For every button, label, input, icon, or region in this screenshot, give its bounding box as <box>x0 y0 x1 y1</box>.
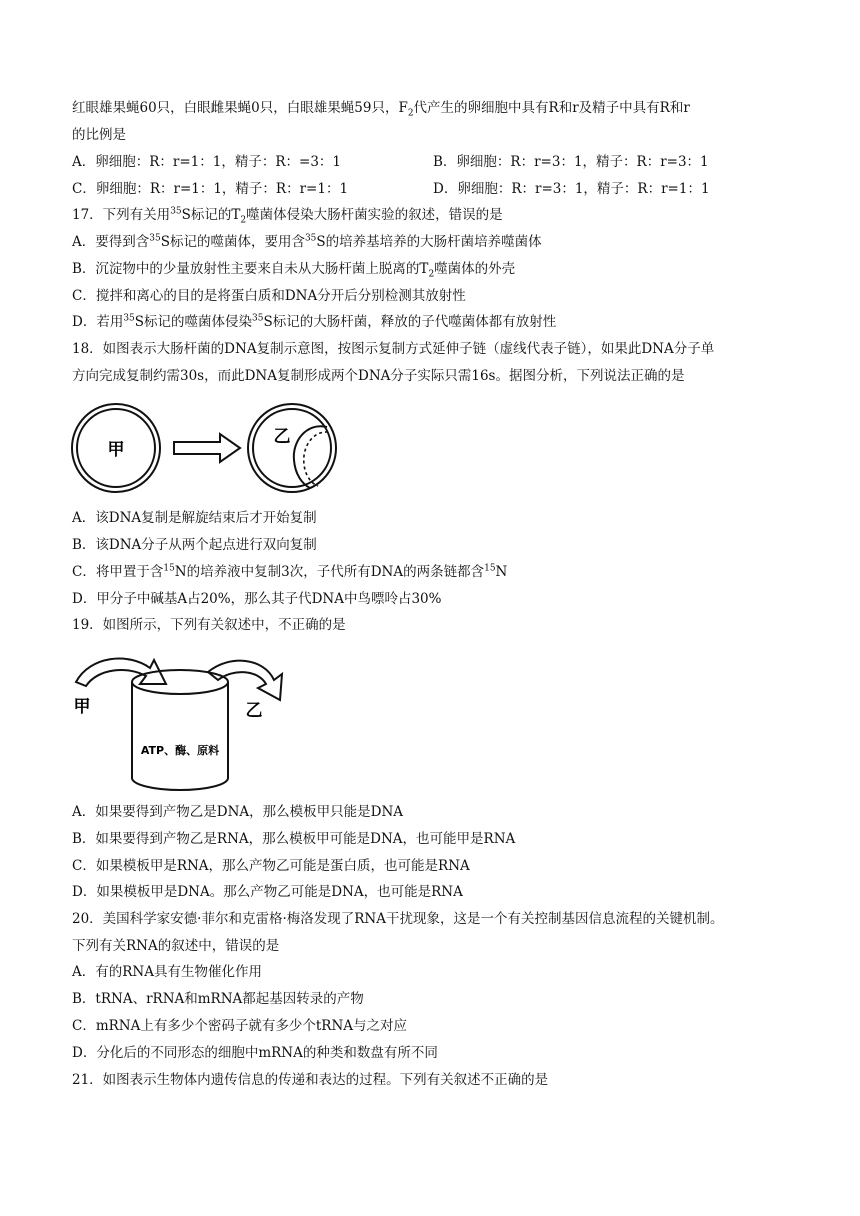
q17-option-a: A．要得到含$^{35}$S标记的噬菌体，要用含$^{35}$S的培养基培养的大肠杆菌培养噬菌体 <box>72 233 542 250</box>
q18-stem-line1: 18．如图表示大肠杆菌的DNA复制示意图，按图示复制方式延伸子链（虚线代表子链），如果此DNA分子单 <box>72 341 715 357</box>
q18-option-c: C．将甲置于含$^{15}$N的培养液中复制3次，子代所有DNA的两条链都含$^{15}$N <box>72 563 508 580</box>
q19-fig-label-left: 甲 <box>73 697 91 717</box>
q16-option-a: A．卵细胞：R：r=1：1，精子：R：=3：1 <box>72 154 342 170</box>
q19-fig-label-inside: ATP、酶、原料 <box>140 744 220 757</box>
q19-option-d: D．如果模板甲是DNA。那么产物乙可能是DNA，也可能是RNA <box>72 884 463 900</box>
q17-option-d: D．若用$^{35}$S标记的噬菌体侵染$^{35}$S标记的大肠杆菌，释放的子代噬菌体都有放射性 <box>72 313 557 330</box>
q20-option-c: C．mRNA上有多少个密码子就有多少个tRNA与之对应 <box>72 1018 408 1034</box>
q18-fig-label-left: 甲 <box>107 440 125 460</box>
q16-continuation-line2: 的比例是 <box>72 127 126 143</box>
cylinder-top <box>132 670 228 694</box>
q20-option-d: D．分化后的不同形态的细胞中mRNA的种类和数盘有所不同 <box>72 1045 438 1061</box>
q19-process-figure <box>68 646 288 796</box>
q17-stem: 17．下列有关用$^{35}$S标记的$T_2$噬菌体侵染大肠杆菌实验的叙述，错误的是 <box>72 206 503 226</box>
cylinder-bottom <box>132 778 228 790</box>
q20-option-b: B．tRNA、rRNA和mRNA都起基因转录的产物 <box>72 991 364 1007</box>
q16-option-d: D．卵细胞：R：r=3：1，精子：R：r=1：1 <box>433 181 710 197</box>
replication-fork-solid <box>294 426 327 488</box>
q20-stem-line2: 下列有关RNA的叙述中，错误的是 <box>72 938 280 954</box>
q17-option-c: C．搅拌和离心的目的是将蛋白质和DNA分开后分别检测其放射性 <box>72 288 466 304</box>
q20-stem-line1: 20．美国科学家安德·菲尔和克雷格·梅洛发现了RNA干扰现象，这是一个有关控制基因信息流程的关键机制。 <box>72 911 724 927</box>
q18-fig-label-right: 乙 <box>273 427 291 447</box>
q16-option-b: B．卵细胞：R：r=3：1，精子：R：r=3：1 <box>433 154 709 170</box>
q18-option-b: B．该DNA分子从两个起点进行双向复制 <box>72 537 317 553</box>
q16-option-c: C．卵细胞：R：r=1：1，精子：R：r=1：1 <box>72 181 349 197</box>
q18-option-a: A．该DNA复制是解旋结束后才开始复制 <box>72 510 317 526</box>
daughter-dna-outer-ring <box>248 404 336 492</box>
q18-stem-line2: 方向完成复制约需30s，而此DNA复制形成两个DNA分子实际只需16s。据图分析，下列说法正确的是 <box>72 368 685 384</box>
q17-option-b: B．沉淀物中的少量放射性主要来自未从大肠杆菌上脱离的$T_2$噬菌体的外壳 <box>72 261 516 280</box>
q19-option-a: A．如果要得到产物乙是DNA，那么模板甲只能是DNA <box>72 804 404 820</box>
q19-option-c: C．如果模板甲是RNA，那么产物乙可能是蛋白质，也可能是RNA <box>72 858 470 874</box>
q16-continuation-line1: 红眼雄果蝇60只，白眼雌果蝇0只，白眼雄果蝇59只，$F_2$代产生的卵细胞中具有R和r及精子中具有R和r <box>72 100 690 119</box>
q20-option-a: A．有的RNA具有生物催化作用 <box>72 964 262 980</box>
q18-option-d: D．甲分子中碱基A占20%，那么其子代DNA中鸟嘌呤占30% <box>72 591 442 607</box>
q18-dna-replication-figure <box>70 398 350 500</box>
right-curved-arrow-icon <box>208 661 282 700</box>
arrow-icon <box>174 434 240 462</box>
daughter-dna-inner-ring <box>253 409 331 487</box>
q19-stem: 19．如图所示，下列有关叙述中，不正确的是 <box>72 617 346 633</box>
q21-stem: 21．如图表示生物体内遗传信息的传递和表达的过程。下列有关叙述不正确的是 <box>72 1072 549 1088</box>
q19-option-b: B．如果要得到产物乙是RNA，那么模板甲可能是DNA，也可能甲是RNA <box>72 831 516 847</box>
q19-fig-label-right: 乙 <box>245 701 263 721</box>
